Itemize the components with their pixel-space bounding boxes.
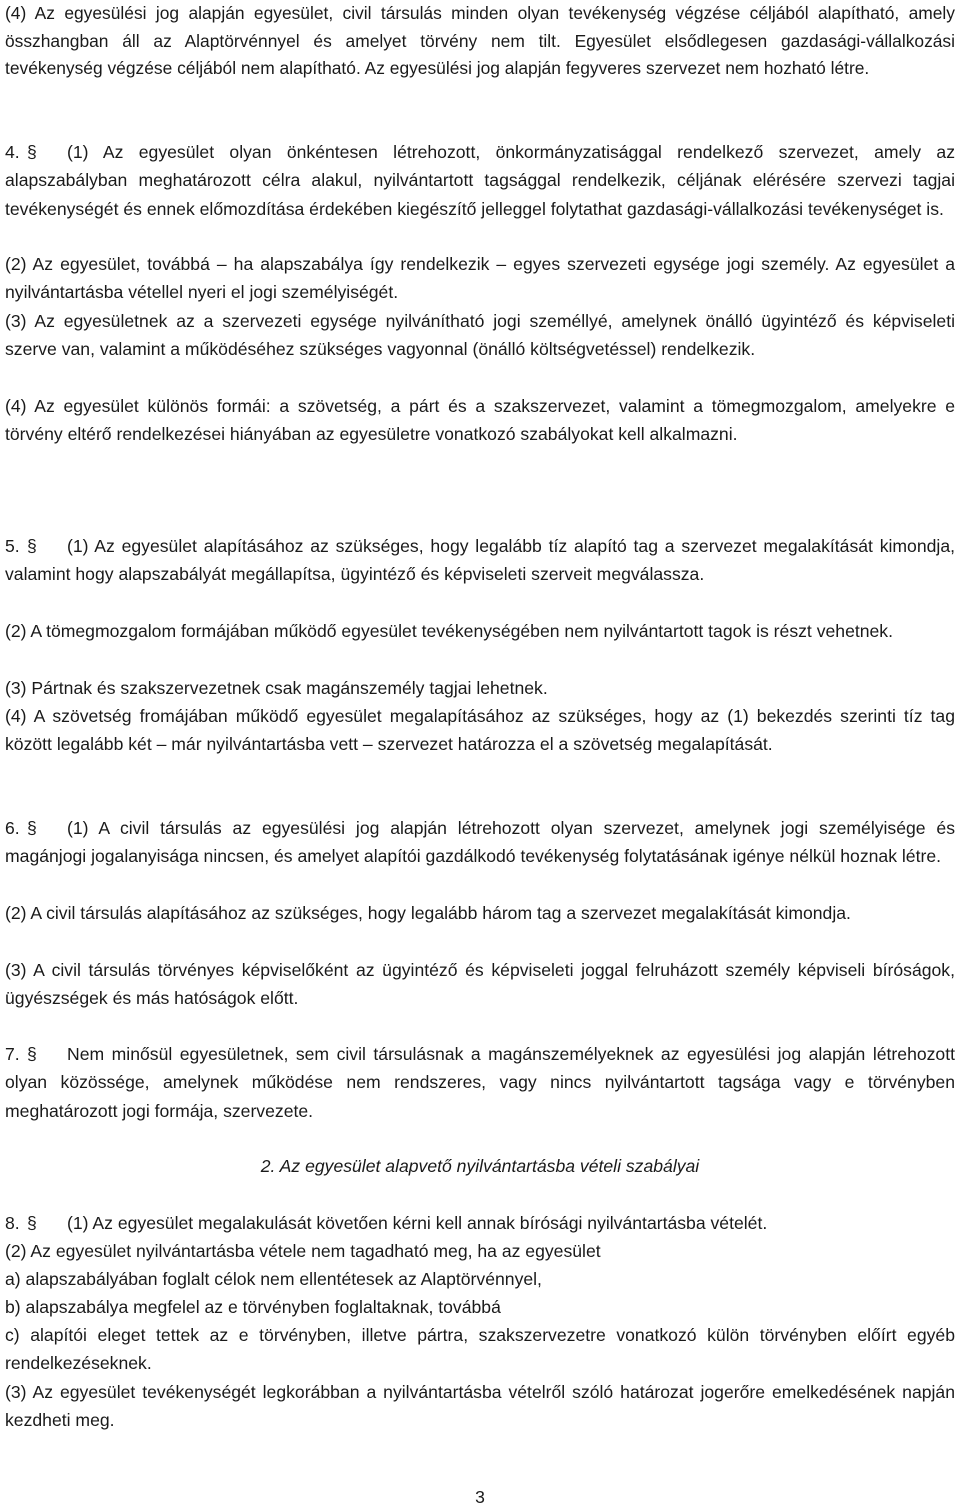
- section-sign: §: [27, 142, 37, 162]
- section-8-item-a: a) alapszabályában foglalt célok nem ellentétesek az Alaptörvénnyel,: [5, 1269, 542, 1289]
- page-number: 3: [475, 1487, 485, 1507]
- section-8-para-2: (2) Az egyesület nyilvántartásba vétele nem tagadható meg, ha az egyesület: [5, 1241, 601, 1261]
- paragraph-text: (1) Az egyesület olyan önkéntesen létrehozott, önkormányzatisággal rendelkező szervezet, amely az alapszabályban meghatározott célra alakul, nyilvántartott tagsággal rendelkezik, céljának elérésére szervezi tagjai tevékenységét és ennek előmozdítása érdekében kiegészítő jelleggel folytathat gazdasági-vállalkozási tevékenységet is.: [5, 142, 955, 219]
- section-4-para-4: (4) Az egyesület különös formái: a szövetség, a párt és a szakszervezet, valamint a tömegmozgalom, amelyekre e törvény eltérő rendelkezései hiányában az egyesületre vonatkozó szabályokat kell alkalmazni.: [5, 396, 955, 445]
- section-number: 6.: [5, 818, 20, 838]
- section-6-para-1: [5, 814, 955, 871]
- section-number: 8.: [5, 1213, 20, 1233]
- section-8-para-1: [5, 1209, 955, 1237]
- section-5-para-1: [5, 532, 955, 589]
- section-number: 7.: [5, 1044, 20, 1064]
- section-4-para-1: [5, 138, 955, 223]
- section-sign: §: [27, 818, 37, 838]
- paragraph-text: (1) Az egyesület megalakulását követően kérni kell annak bírósági nyilvántartásba vételét.: [67, 1213, 768, 1233]
- section-6-para-2: (2) A civil társulás alapításához az szükséges, hogy legalább három tag a szervezet megalakítását kimondja.: [5, 903, 851, 923]
- paragraph-text: (1) A civil társulás az egyesülési jog alapján létrehozott olyan szervezet, amelynek jogi személyisége és magánjogi jogalanyisága nincsen, és amelyet alapítói gazdálkodó tevékenység folytatásának igénye nélkül hoznak létre.: [5, 818, 955, 867]
- section-8-para-3: (3) Az egyesület tevékenységét legkorábban a nyilvántartásba vételről szóló határozat jogerőre emelkedésének napján kezdheti meg.: [5, 1382, 955, 1431]
- section-sign: §: [27, 536, 37, 556]
- section-4-para-2: (2) Az egyesület, továbbá – ha alapszabálya így rendelkezik – egyes szervezeti egysége jogi személy. Az egyesület a nyilvántartásba vétellel nyeri el jogi személyiségét.: [5, 254, 955, 303]
- section-8-item-b: b) alapszabálya megfelel az e törvényben foglaltaknak, továbbá: [5, 1297, 501, 1317]
- paragraph-text: (1) Az egyesület alapításához az szükséges, hogy legalább tíz alapító tag a szervezet megalakítását kimondja, valamint hogy alapszabályát megállapítsa, ügyintéző és képviseleti szerveit megválassza.: [5, 536, 955, 585]
- section-8-item-c: c) alapítói eleget tettek az e törvényben, illetve pártra, szakszervezetre vonatkozó külön törvényben előírt egyéb rendelkezéseknek.: [5, 1325, 955, 1374]
- section-5-para-2: (2) A tömegmozgalom formájában működő egyesület tevékenységében nem nyilvántartott tagok is részt vehetnek.: [5, 621, 893, 641]
- section-6-para-3: (3) A civil társulás törvényes képviselőként az ügyintéző és képviseleti joggal felruházott személy képviseli bíróságok, ügyészségek és más hatóságok előtt.: [5, 960, 955, 1009]
- section-5-para-4: (4) A szövetség fromájában működő egyesület megalapításához az szükséges, hogy az (1) bekezdés szerinti tíz tag között legalább két – már nyilvántartásba vett – szervezet határozza el a szövetség megalapítását.: [5, 706, 955, 755]
- section-7-para-1: [5, 1040, 955, 1125]
- paragraph-intro-4: (4) Az egyesülési jog alapján egyesület, civil társulás minden olyan tevékenység végzése céljából alapítható, amely összhangban áll az Alaptörvénnyel és amelyet törvény nem tilt. Egyesület elsődlegesen gazdasági-vállalkozási tevékenység végzése céljából nem alapítható. Az egyesülési jog alapján fegyveres szervezet nem hozható létre.: [5, 3, 955, 78]
- chapter-heading: 2. Az egyesület alapvető nyilvántartásba vételi szabályai: [260, 1156, 700, 1176]
- paragraph-text: Nem minősül egyesületnek, sem civil társulásnak a magánszemélyeknek az egyesülési jog alapján létrehozott olyan közössége, amelynek működése nem rendszeres, vagy nincs nyilvántartott tagsága vagy e törvényben meghatározott jogi formája, szervezete.: [5, 1044, 955, 1121]
- section-4-para-3: (3) Az egyesületnek az a szervezeti egysége nyilvánítható jogi személlyé, amelynek önálló ügyintéző és képviseleti szerve van, valamint a működéséhez szükséges vagyonnal (önálló költségvetéssel) rendelkezik.: [5, 311, 955, 360]
- section-5-para-3: (3) Pártnak és szakszervezetnek csak magánszemély tagjai lehetnek.: [5, 678, 548, 698]
- section-number: 4.: [5, 142, 20, 162]
- section-sign: §: [27, 1213, 37, 1233]
- section-number: 5.: [5, 536, 20, 556]
- section-sign: §: [27, 1044, 37, 1064]
